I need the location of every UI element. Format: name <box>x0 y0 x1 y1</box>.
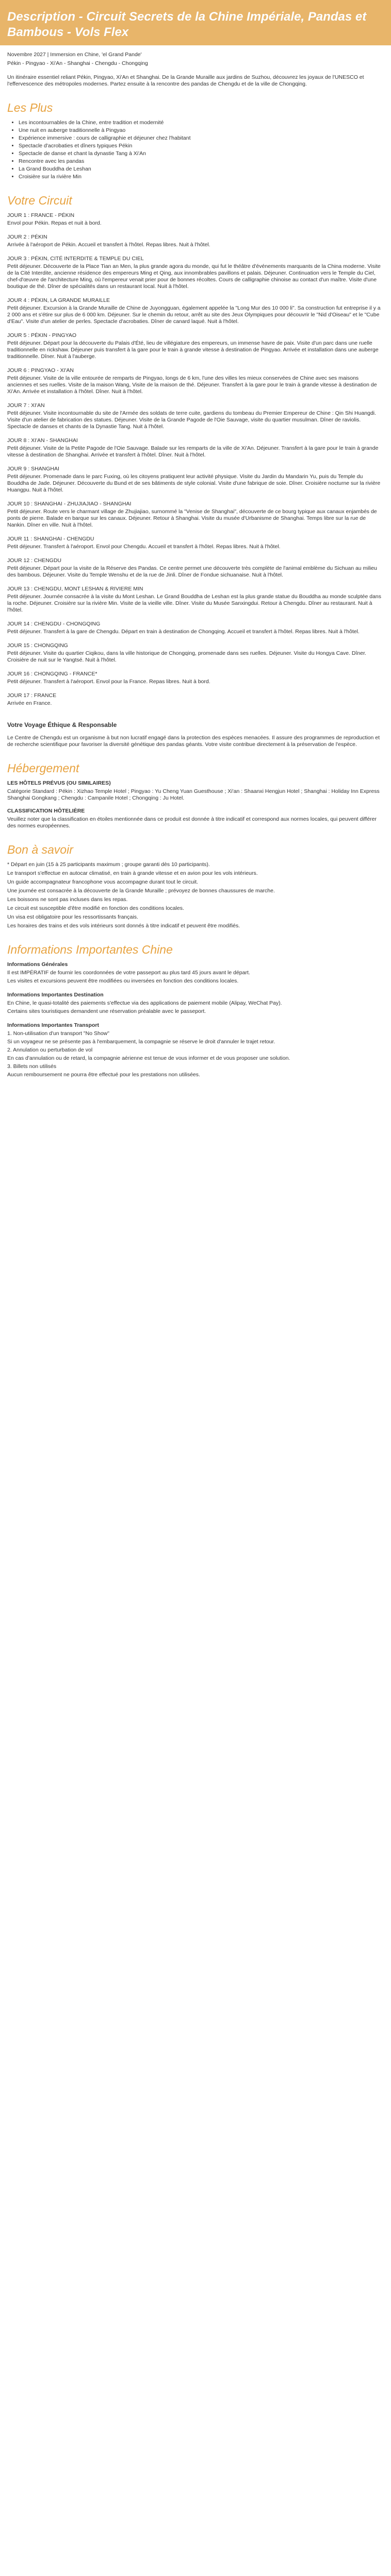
day-block <box>7 297 384 325</box>
day-title: JOUR 10 : SHANGHAI - ZHUJIAJIAO - SHANGHAI <box>7 501 132 507</box>
day-block <box>7 437 384 459</box>
info-line: 1. Non-utilisation d'un transport "No Show" <box>7 1030 109 1037</box>
day-description: Petit déjeuner. Route vers le charmant village de Zhujiajiao, surnommé la "Venise de Shanghai", découverte de ce bourg typique aux canaux enjambés de ponts de pierre. Balade en barque sur les canaux. Déjeuner. Retour à Shanghai. Visite du musée d'Urbanisme de Shanghai. Temps libre sur la rue de Nankin. Dîner en ville. Nuit à l'hôtel. <box>7 509 377 528</box>
day-block <box>7 402 384 430</box>
day-block <box>7 586 384 614</box>
day-block <box>7 501 384 529</box>
ethique-title: Votre Voyage Éthique & Responsable <box>7 721 117 728</box>
informations-importantes-title: Informations Importantes Chine <box>7 943 173 956</box>
bon-a-savoir-title: Bon à savoir <box>7 843 73 856</box>
day-block <box>7 212 384 227</box>
day-title: JOUR 12 : CHENGDU <box>7 557 62 564</box>
day-description: Petit déjeuner. Excursion à la Grande Muraille de Chine de Juyongguan, également appelée la "Long Mur des 10 000 li". Sa construction fut entreprise il y a 2 000 ans et s'étire sur plus de 6 000 km. Déjeuner. Sur le chemin du retour, arrêt au site des Jeux Olympiques pour découvrir le "Nid d'Oiseau" et le "Cube d'Eau". Visite d'un atelier de perles. Spectacle d'acrobaties. Dîner de canard laqué. Nuit à l'hôtel. <box>7 305 381 325</box>
classification-block <box>7 808 384 829</box>
list-item: Les horaires des trains et des vols intérieurs sont donnés à titre indicatif et peuvent être modifiés. <box>7 923 240 929</box>
bon-a-savoir-list <box>7 861 384 929</box>
day-title: JOUR 8 : XI'AN - SHANGHAI <box>7 437 78 444</box>
list-item: * Départ en juin (15 à 25 participants maximum ; groupe garanti dès 10 participants). <box>7 861 210 868</box>
info-block-title: Informations Générales <box>7 961 68 968</box>
day-block <box>7 557 384 579</box>
list-item: • Spectacle d'acrobaties et dîners typiques Pékin <box>19 143 384 149</box>
info-block <box>7 992 384 1015</box>
info-line: En Chine, le quasi-totalité des paiements s'effectue via des applications de paiement mobile (Alipay, WeChat Pay). <box>7 1000 282 1006</box>
day-block <box>7 256 384 290</box>
day-block <box>7 536 384 550</box>
day-description: Petit déjeuner. Visite du quartier Ciqikou, dans la ville historique de Chongqing, promenade dans ses ruelles. Déjeuner. Visite du Hongya Cave. Dîner. Croisière de nuit sur le Yangtsé. Nuit à l'hôtel. <box>7 650 366 663</box>
day-title: JOUR 9 : SHANGHAI <box>7 466 59 472</box>
day-title: JOUR 11 : SHANGHAI - CHENGDU <box>7 536 94 542</box>
info-line: En cas d'annulation ou de retard, la compagnie aérienne est tenue de vous informer et de vous proposer une solution. <box>7 1055 290 1061</box>
list-item: • Une nuit en auberge traditionnelle à Pingyao <box>19 127 384 134</box>
votre-circuit-title: Votre Circuit <box>7 194 72 207</box>
day-title: JOUR 1 : FRANCE - PÉKIN <box>7 212 75 218</box>
day-title: JOUR 16 : CHONGQING - FRANCE* <box>7 671 97 677</box>
info-line: Aucun remboursement ne pourra être effectué pour les prestations non utilisées. <box>7 1072 200 1078</box>
trip-subtitle: Novembre 2027 | Immersion en Chine, 'el Grand Pande' <box>7 52 142 58</box>
list-item: Une journée est consacrée à la découverte de la Grande Muraille ; prévoyez de bonnes chaussures de marche. <box>7 888 275 894</box>
list-item: • La Grand Bouddha de Leshan <box>19 166 384 173</box>
day-description: Petit déjeuner. Visite incontournable du site de l'Armée des soldats de terre cuite, gardiens du tombeau du Premier Empereur de Chine : Qin Shi Huangdi. Visite d'un atelier de fabrication des statues. Déjeuner. Visite de la Grande Pagode de l'Oie Sauvage, visite du quartier musulman. Dîner de raviolis. Spectacle de danses et chants de la Dynastie Tang. Nuit à l'hôtel. <box>7 410 377 430</box>
day-description: Arrivée en France. <box>7 700 52 706</box>
list-item: Un guide accompagnateur francophone vous accompagne durant tout le circuit. <box>7 879 199 885</box>
page-title-line-2: Bambous - Vols Flex <box>7 25 129 39</box>
day-title: JOUR 13 : CHENGDU, MONT LESHAN & RIVIERE MIN <box>7 586 143 592</box>
day-block <box>7 692 384 707</box>
day-title: JOUR 3 : PÉKIN, CITÉ INTERDITE & TEMPLE DU CIEL <box>7 256 144 262</box>
hotels-text: Catégorie Standard : Pékin : Xizhao Temple Hotel ; Pingyao : Yu Cheng Yuan Guesthouse ; Xi'an : Shaanxi Hengjun Hotel ; Shanghai : Holiday Inn Express Shanghai Gongkang ; Chengdu : Campanile Hotel ; Chongqing : Ju Hotel. <box>7 788 380 801</box>
trip-route: Pékin - Pingyao - Xi'An - Shanghai - Chengdu - Chongqing <box>7 60 148 66</box>
day-description: Petit déjeuner. Découverte de la Place Tian an Men, la plus grande agora du monde, qui fut le théâtre d'événements marquants de la China moderne. Visite de la Cité Interdite, ancienne résidence des empereurs Ming et Qing, aux innombrables pavillons et palais. Déjeuner. Continuation vers le Temple du Ciel, chef-d'œuvre de l'architecture Ming, où l'empereur venait prier pour de bonnes récoltes. Cours de calligraphie chinoise au contact d'un maître. Visite d'une boutique de thé. Dîner de spécialités dans un restaurant local. Nuit à l'hôtel. <box>7 263 381 290</box>
list-item: Le transport s'effectue en autocar climatisé, en train à grande vitesse et en avion pour les vols intérieurs. <box>7 870 258 876</box>
day-title: JOUR 4 : PÉKIN, LA GRANDE MURAILLE <box>7 297 110 303</box>
hebergement-title: Hébergement <box>7 761 79 775</box>
day-description: Arrivée à l'aéroport de Pékin. Accueil et transfert à l'hôtel. Repas libres. Nuit à l'hôtel. <box>7 242 210 248</box>
list-item: Les boissons ne sont pas incluses dans les repas. <box>7 896 128 903</box>
day-title: JOUR 15 : CHONGQING <box>7 642 68 649</box>
classification-title: CLASSIFICATION HÔTELIÈRE <box>7 808 85 814</box>
page-header <box>0 0 391 45</box>
hotels-block <box>7 780 384 802</box>
list-item: • Les incontournables de la Chine, entre tradition et modernité <box>19 120 384 126</box>
list-item: • Expérience immersive : cours de calligraphie et déjeuner chez l'habitant <box>19 135 384 142</box>
ethique-text: Le Centre de Chengdu est un organisme à but non lucratif engagé dans la protection des espèces menacées. Il assure des programmes de reproduction et de recherche scientifique pour favoriser la diversité génétique des pandas géants. Votre visite contribue directement à la préservation de l'espèce. <box>7 735 380 748</box>
content <box>0 45 391 1096</box>
day-title: JOUR 6 : PINGYAO - XI'AN <box>7 367 74 374</box>
list-item: • Spectacle de danse et chant la dynastie Tang à Xi'An <box>19 150 384 157</box>
list-item: Un visa est obligatoire pour les ressortissants français. <box>7 914 138 920</box>
day-title: JOUR 2 : PÉKIN <box>7 234 47 240</box>
info-block <box>7 1022 384 1078</box>
day-block <box>7 466 384 494</box>
info-line: Il est IMPÉRATIF de fournir les coordonnées de votre passeport au plus tard 45 jours avant le départ. <box>7 970 250 976</box>
les-plus-list <box>7 120 384 180</box>
day-block <box>7 642 384 664</box>
day-description: Petit déjeuner. Visite de la ville entourée de remparts de Pingyao, longs de 6 km, l'une des villes les mieux conservées de Chine avec ses maisons anciennes et ses ruelles. Visite de la maison Wang, Visite de la maison de thé. Déjeuner. Transfert à la gare pour le train à grande vitesse à destination de Xi'An. Arrivée et installation à l'hôtel. Dîner. Nuit à l'hôtel. <box>7 375 377 395</box>
day-description: Petit déjeuner. Transfert à l'aéroport. Envol pour Chengdu. Accueil et transfert à l'hôtel. Repas libres. Nuit à l'hôtel. <box>7 544 281 550</box>
info-line: Si un voyageur ne se présente pas à l'embarquement, la compagnie se réserve le droit d'annuler le trajet retour. <box>7 1039 275 1045</box>
page <box>0 0 391 1096</box>
info-line: Certains sites touristiques demandent une réservation préalable avec le passeport. <box>7 1008 206 1014</box>
list-item: Le circuit est susceptible d'être modifié en fonction des conditions locales. <box>7 905 184 911</box>
info-block <box>7 961 384 985</box>
day-block <box>7 671 384 685</box>
day-block <box>7 234 384 248</box>
info-block-title: Informations Importantes Destination <box>7 992 104 998</box>
les-plus-title: Les Plus <box>7 101 53 114</box>
day-description: Petit déjeuner. Visite de la Petite Pagode de l'Oie Sauvage. Balade sur les remparts de la ville de Xi'An. Déjeuner. Transfert à la gare pour le train à grande vitesse à destination de Shanghai. Arrivée et transfert à l'hôtel. Dîner. Nuit à l'hôtel. <box>7 445 379 458</box>
informations-importantes <box>7 961 384 1078</box>
day-title: JOUR 7 : XI'AN <box>7 402 45 409</box>
day-description: Petit déjeuner. Transfert à la gare de Chengdu. Départ en train à destination de Chongqing. Accueil et transfert à l'hôtel. Repas libres. Nuit à l'hôtel. <box>7 629 360 635</box>
page-title-line-1: Description - Circuit Secrets de la Chine Impériale, Pandas et <box>7 10 367 24</box>
info-line: 3. Billets non utilisés <box>7 1063 57 1070</box>
info-line: 2. Annulation ou perturbation de vol <box>7 1047 93 1053</box>
day-description: Petit déjeuner. Départ pour la visite de la Réserve des Pandas. Ce centre permet une découverte très complète de l'animal emblème du Sichuan au milieu des bambous. Déjeuner. Visite du Temple Wenshu et de la rue de Jinli. Dîner de Fondue sichuanaise. Nuit à l'hôtel. <box>7 565 377 578</box>
day-description: Petit déjeuner. Transfert à l'aéroport. Envol pour la France. Repas libres. Nuit à bord. <box>7 679 210 685</box>
list-item: • Rencontre avec les pandas <box>19 158 384 165</box>
info-block-title: Informations Importantes Transport <box>7 1022 99 1028</box>
day-description: Envol pour Pékin. Repas et nuit à bord. <box>7 220 102 226</box>
list-item: • Croisière sur la rivière Min <box>19 174 384 180</box>
day-description: Petit déjeuner. Journée consacrée à la visite du Mont Leshan. Le Grand Bouddha de Leshan est la plus grande statue du Bouddha au monde sculptée dans la roche. Déjeuner. Croisière sur la rivière Min. Visite de la vieille ville. Dîner. Visite du Musée Sanxingdui. Retour à Chengdu. Dîner au restaurant. Nuit à l'hôtel. <box>7 594 382 613</box>
classification-text: Veuillez noter que la classification en étoiles mentionnée dans ce produit est donnée à titre indicatif et correspond aux normes locales, qui peuvent différer des normes européennes. <box>7 816 377 829</box>
day-description: Petit déjeuner. Départ pour la découverte du Palais d'Été, lieu de villégiature des empereurs, un immense havre de paix. Visite d'un parc dans une ruelle traditionnelle en rickshaw. Déjeuner puis transfert à la gare pour le train à grande vitesse à destination de Pingyao. Arrivée et installation dans une auberge traditionnelle. Dîner. Nuit à l'auberge. <box>7 340 379 360</box>
day-block <box>7 332 384 360</box>
day-block <box>7 621 384 635</box>
intro-text: Un itinéraire essentiel reliant Pékin, Pingyao, Xi'An et Shanghai. De la Grande Muraille aux jardins de Suzhou, découvrez les joyaux de l'UNESCO et l'effervescence des métropoles modernes. Partez ensuite à la rencontre des pandas de Chengdu et de la ville de Chongqing. <box>7 74 364 87</box>
info-line: Les visites et excursions peuvent être modifiées ou inversées en fonction des conditions locales. <box>7 978 239 984</box>
day-block <box>7 367 384 395</box>
day-title: JOUR 17 : FRANCE <box>7 692 57 699</box>
hotels-title: LES HÔTELS PRÉVUS (OU SIMILAIRES) <box>7 780 111 786</box>
day-description: Petit déjeuner. Promenade dans le parc Fuxing, où les citoyens pratiquent leur activité physique. Visite du Jardin du Mandarin Yu, puis du Temple du Bouddha de Jade. Déjeuner. Découverte du Bund et de ses bâtiments de style colonial. Visite d'une fabrique de soie. Dîner. Croisière nocturne sur la rivière Huangpu. Nuit à l'hôtel. <box>7 473 381 493</box>
day-title: JOUR 5 : PÉKIN - PINGYAO <box>7 332 76 338</box>
day-title: JOUR 14 : CHENGDU - CHONGQING <box>7 621 101 627</box>
itinerary <box>7 212 384 707</box>
